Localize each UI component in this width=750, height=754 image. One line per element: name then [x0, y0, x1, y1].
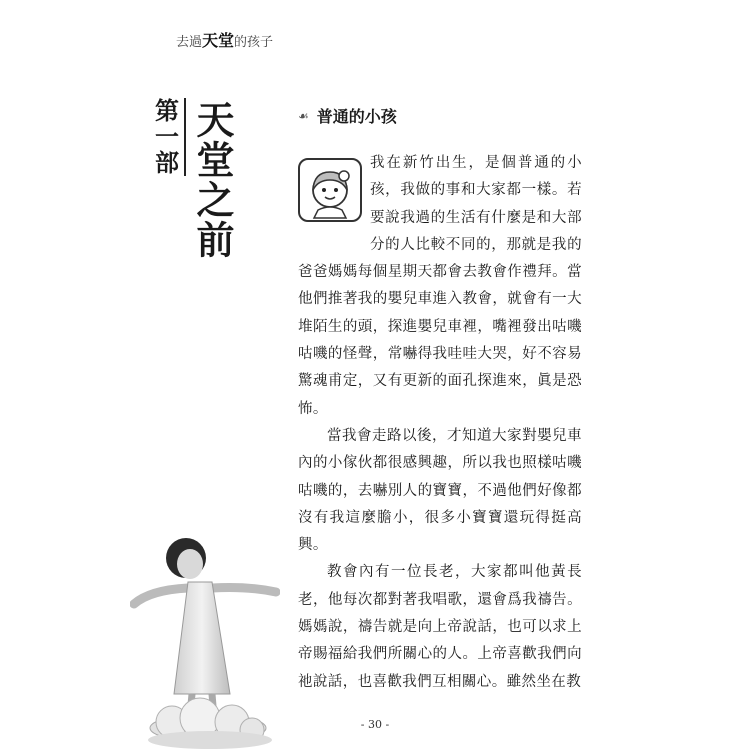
ornament-icon: ☙: [298, 108, 309, 123]
page-number: - 30 -: [360, 718, 390, 731]
paragraph-1: 我在新竹出生，是個普通的小孩，我做的事和大家都一樣。若要說我過的生活有什麼是和大部分的人比較不同的，那就是我的爸爸媽媽每個星期天都會去教會作禮拜。當他們推著我的嬰兒車進入教會，就會有一大堆陌生的頭，探進嬰兒車裡，嘴裡發出咕嘰咕嘰的怪聲，常嚇得我哇哇大哭，好不容易驚魂甫定，又有更新的面孔探進來，眞是恐怖。: [298, 155, 582, 417]
running-head-emphasis: 天堂: [202, 31, 235, 50]
running-head-suffix: 的孩子: [234, 35, 274, 50]
avatar-spacer: [298, 150, 370, 232]
paragraph-3: 教會內有一位長老，大家都叫他黃長老，他每次都對著我唱歌，還會爲我禱告。媽媽說，禱告就是向上帝說話，也可以求上帝賜福給我們所關心的人。上帝喜歡我們向祂說話，也喜歡我們互相關心。雖然坐在教: [298, 564, 582, 690]
running-head: [176, 28, 273, 51]
running-head-prefix: 去過: [176, 35, 203, 50]
section-heading: [298, 104, 397, 127]
section-title: 普通的小孩: [316, 107, 397, 126]
body-text: [298, 150, 582, 696]
part-label: 第一部: [146, 98, 186, 176]
part-title: 天堂之前: [190, 100, 234, 260]
paragraph-2: 當我會走路以後，才知道大家對嬰兒車內的小傢伙都很感興趣，所以我也照樣咕嘰咕嘰的，去嚇別人的寶寶，不過他們好像都沒有我這麼膽小，很多小寶寶還玩得挺高興。: [298, 427, 582, 554]
